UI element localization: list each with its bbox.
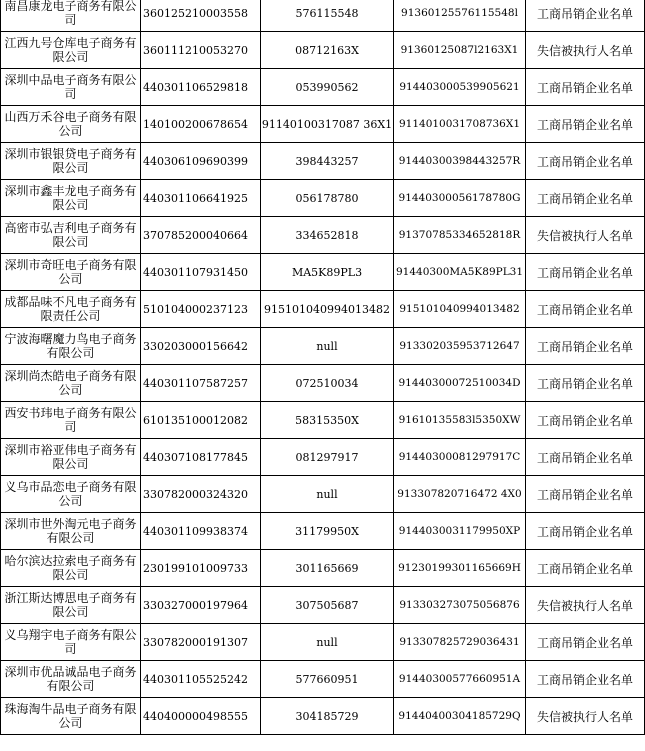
- credit-code-cell: 9114010031708736X1: [394, 106, 526, 143]
- company-name-cell: 山西万禾谷电子商务有限公司: [1, 106, 141, 143]
- list-type-cell: 工商吊销企业名单: [526, 106, 645, 143]
- organization-code-cell: 915101040994013482: [261, 291, 394, 328]
- company-name-cell: 深圳尚杰皓电子商务有限公司: [1, 365, 141, 402]
- company-name-cell: 哈尔滨达拉索电子商务有限公司: [1, 550, 141, 587]
- list-type-cell: 失信被执行人名单: [526, 698, 645, 735]
- registration-number-cell: 230199101009733: [141, 550, 261, 587]
- table-row: [1, 0, 645, 32]
- credit-code-cell: 915101040994013482: [394, 291, 526, 328]
- list-type-cell: 工商吊销企业名单: [526, 291, 645, 328]
- registration-number-cell: 440301109938374: [141, 513, 261, 550]
- organization-code-cell: 081297917: [261, 439, 394, 476]
- company-name-cell: 江西九号仓库电子商务有限公司: [1, 32, 141, 69]
- credit-code-cell: 91230199301165669H: [394, 550, 526, 587]
- credit-code-cell: 91360125576115548l: [394, 0, 526, 32]
- company-name-cell: 深圳市鑫丰龙电子商务有限公司: [1, 180, 141, 217]
- list-type-cell: 工商吊销企业名单: [526, 0, 645, 32]
- organization-code-cell: 08712163X: [261, 32, 394, 69]
- table-row: [1, 661, 645, 698]
- registration-number-cell: 440301107587257: [141, 365, 261, 402]
- table-row: [1, 291, 645, 328]
- list-type-cell: 失信被执行人名单: [526, 217, 645, 254]
- credit-code-cell: 913307825729036431: [394, 624, 526, 661]
- registration-number-cell: 440301106641925: [141, 180, 261, 217]
- registration-number-cell: 360125210003558: [141, 0, 261, 32]
- list-type-cell: 工商吊销企业名单: [526, 550, 645, 587]
- credit-code-cell: 913303273075056876: [394, 587, 526, 624]
- company-name-cell: 深圳市优品诚品电子商务有限公司: [1, 661, 141, 698]
- list-type-cell: 失信被执行人名单: [526, 587, 645, 624]
- registration-number-cell: 330203000156642: [141, 328, 261, 365]
- list-type-cell: 工商吊销企业名单: [526, 143, 645, 180]
- table-row: [1, 587, 645, 624]
- company-name-cell: 深圳市银银贷电子商务有限公司: [1, 143, 141, 180]
- table-row: [1, 550, 645, 587]
- table-row: [1, 254, 645, 291]
- company-table-body: [1, 0, 645, 735]
- registration-number-cell: 330782000324320: [141, 476, 261, 513]
- table-row: [1, 217, 645, 254]
- company-name-cell: 深圳市裕亚伟电子商务有限公司: [1, 439, 141, 476]
- credit-code-cell: 91440300MA5K89PL31: [394, 254, 526, 291]
- credit-code-cell: 91370785334652818R: [394, 217, 526, 254]
- list-type-cell: 工商吊销企业名单: [526, 365, 645, 402]
- credit-code-cell: 91440300072510034D: [394, 365, 526, 402]
- credit-code-cell: 913307820716472 4X0: [394, 476, 526, 513]
- organization-code-cell: 334652818: [261, 217, 394, 254]
- table-row: [1, 402, 645, 439]
- table-row: [1, 439, 645, 476]
- company-name-cell: 深圳中品电子商务有限公司: [1, 69, 141, 106]
- registration-number-cell: 440306109690399: [141, 143, 261, 180]
- company-name-cell: 南昌康龙电子商务有限公司: [1, 0, 141, 32]
- list-type-cell: 工商吊销企业名单: [526, 69, 645, 106]
- registration-number-cell: 330782000191307: [141, 624, 261, 661]
- organization-code-cell: 91140100317087 36X1: [261, 106, 394, 143]
- credit-code-cell: 91360125087l2163X1: [394, 32, 526, 69]
- organization-code-cell: 576115548: [261, 0, 394, 32]
- credit-code-cell: 91440300398443257R: [394, 143, 526, 180]
- registration-number-cell: 440301105525242: [141, 661, 261, 698]
- organization-code-cell: 072510034: [261, 365, 394, 402]
- organization-code-cell: 056178780: [261, 180, 394, 217]
- company-name-cell: 成都品味不凡电子商务有限责任公司: [1, 291, 141, 328]
- organization-code-cell: 301165669: [261, 550, 394, 587]
- company-name-cell: 义乌翔宇电子商务有限公司: [1, 624, 141, 661]
- table-row: [1, 180, 645, 217]
- credit-code-cell: 9144030031179950XP: [394, 513, 526, 550]
- list-type-cell: 工商吊销企业名单: [526, 254, 645, 291]
- registration-number-cell: 360111210053270: [141, 32, 261, 69]
- table-row: [1, 143, 645, 180]
- table-row: [1, 32, 645, 69]
- company-name-cell: 深圳市世外淘元电子商务有限公司: [1, 513, 141, 550]
- list-type-cell: 工商吊销企业名单: [526, 513, 645, 550]
- list-type-cell: 工商吊销企业名单: [526, 476, 645, 513]
- company-name-cell: 高密市弘吉利电子商务有限公司: [1, 217, 141, 254]
- list-type-cell: 工商吊销企业名单: [526, 624, 645, 661]
- registration-number-cell: 610135100012082: [141, 402, 261, 439]
- table-row: [1, 328, 645, 365]
- credit-code-cell: 91610135583l5350XW: [394, 402, 526, 439]
- table-row: [1, 476, 645, 513]
- organization-code-cell: MA5K89PL3: [261, 254, 394, 291]
- table-row: [1, 624, 645, 661]
- organization-code-cell: 307505687: [261, 587, 394, 624]
- company-name-cell: 珠海淘牛品电子商务有限公司: [1, 698, 141, 735]
- company-name-cell: 宁波海曙魔力鸟电子商务有限公司: [1, 328, 141, 365]
- credit-code-cell: 91440300081297917C: [394, 439, 526, 476]
- company-name-cell: 西安书玮电子商务有限公司: [1, 402, 141, 439]
- organization-code-cell: null: [261, 624, 394, 661]
- list-type-cell: 工商吊销企业名单: [526, 180, 645, 217]
- credit-code-cell: 91440300056178780G: [394, 180, 526, 217]
- registration-number-cell: 440400000498555: [141, 698, 261, 735]
- list-type-cell: 工商吊销企业名单: [526, 328, 645, 365]
- list-type-cell: 工商吊销企业名单: [526, 402, 645, 439]
- table-row: [1, 69, 645, 106]
- credit-code-cell: 91440300577660951A: [394, 661, 526, 698]
- organization-code-cell: 304185729: [261, 698, 394, 735]
- table-row: [1, 106, 645, 143]
- registration-number-cell: 330327000197964: [141, 587, 261, 624]
- organization-code-cell: 577660951: [261, 661, 394, 698]
- organization-code-cell: 31179950X: [261, 513, 394, 550]
- registration-number-cell: 440301106529818: [141, 69, 261, 106]
- list-type-cell: 工商吊销企业名单: [526, 439, 645, 476]
- credit-code-cell: 913302035953712647: [394, 328, 526, 365]
- organization-code-cell: null: [261, 328, 394, 365]
- registration-number-cell: 140100200678654: [141, 106, 261, 143]
- organization-code-cell: 58315350X: [261, 402, 394, 439]
- company-name-cell: 浙江斯达博思电子商务有限公司: [1, 587, 141, 624]
- credit-code-cell: 91440400304185729Q: [394, 698, 526, 735]
- list-type-cell: 失信被执行人名单: [526, 32, 645, 69]
- credit-code-cell: 914403000539905621: [394, 69, 526, 106]
- company-name-cell: 深圳市奇旺电子商务有限公司: [1, 254, 141, 291]
- registration-number-cell: 370785200040664: [141, 217, 261, 254]
- organization-code-cell: 053990562: [261, 69, 394, 106]
- organization-code-cell: 398443257: [261, 143, 394, 180]
- table-row: [1, 698, 645, 735]
- table-row: [1, 513, 645, 550]
- registration-number-cell: 440307108177845: [141, 439, 261, 476]
- registration-number-cell: 510104000237123: [141, 291, 261, 328]
- list-type-cell: 工商吊销企业名单: [526, 661, 645, 698]
- table-row: [1, 365, 645, 402]
- company-name-cell: 义乌市品恋电子商务有限公司: [1, 476, 141, 513]
- registration-number-cell: 440301107931450: [141, 254, 261, 291]
- organization-code-cell: null: [261, 476, 394, 513]
